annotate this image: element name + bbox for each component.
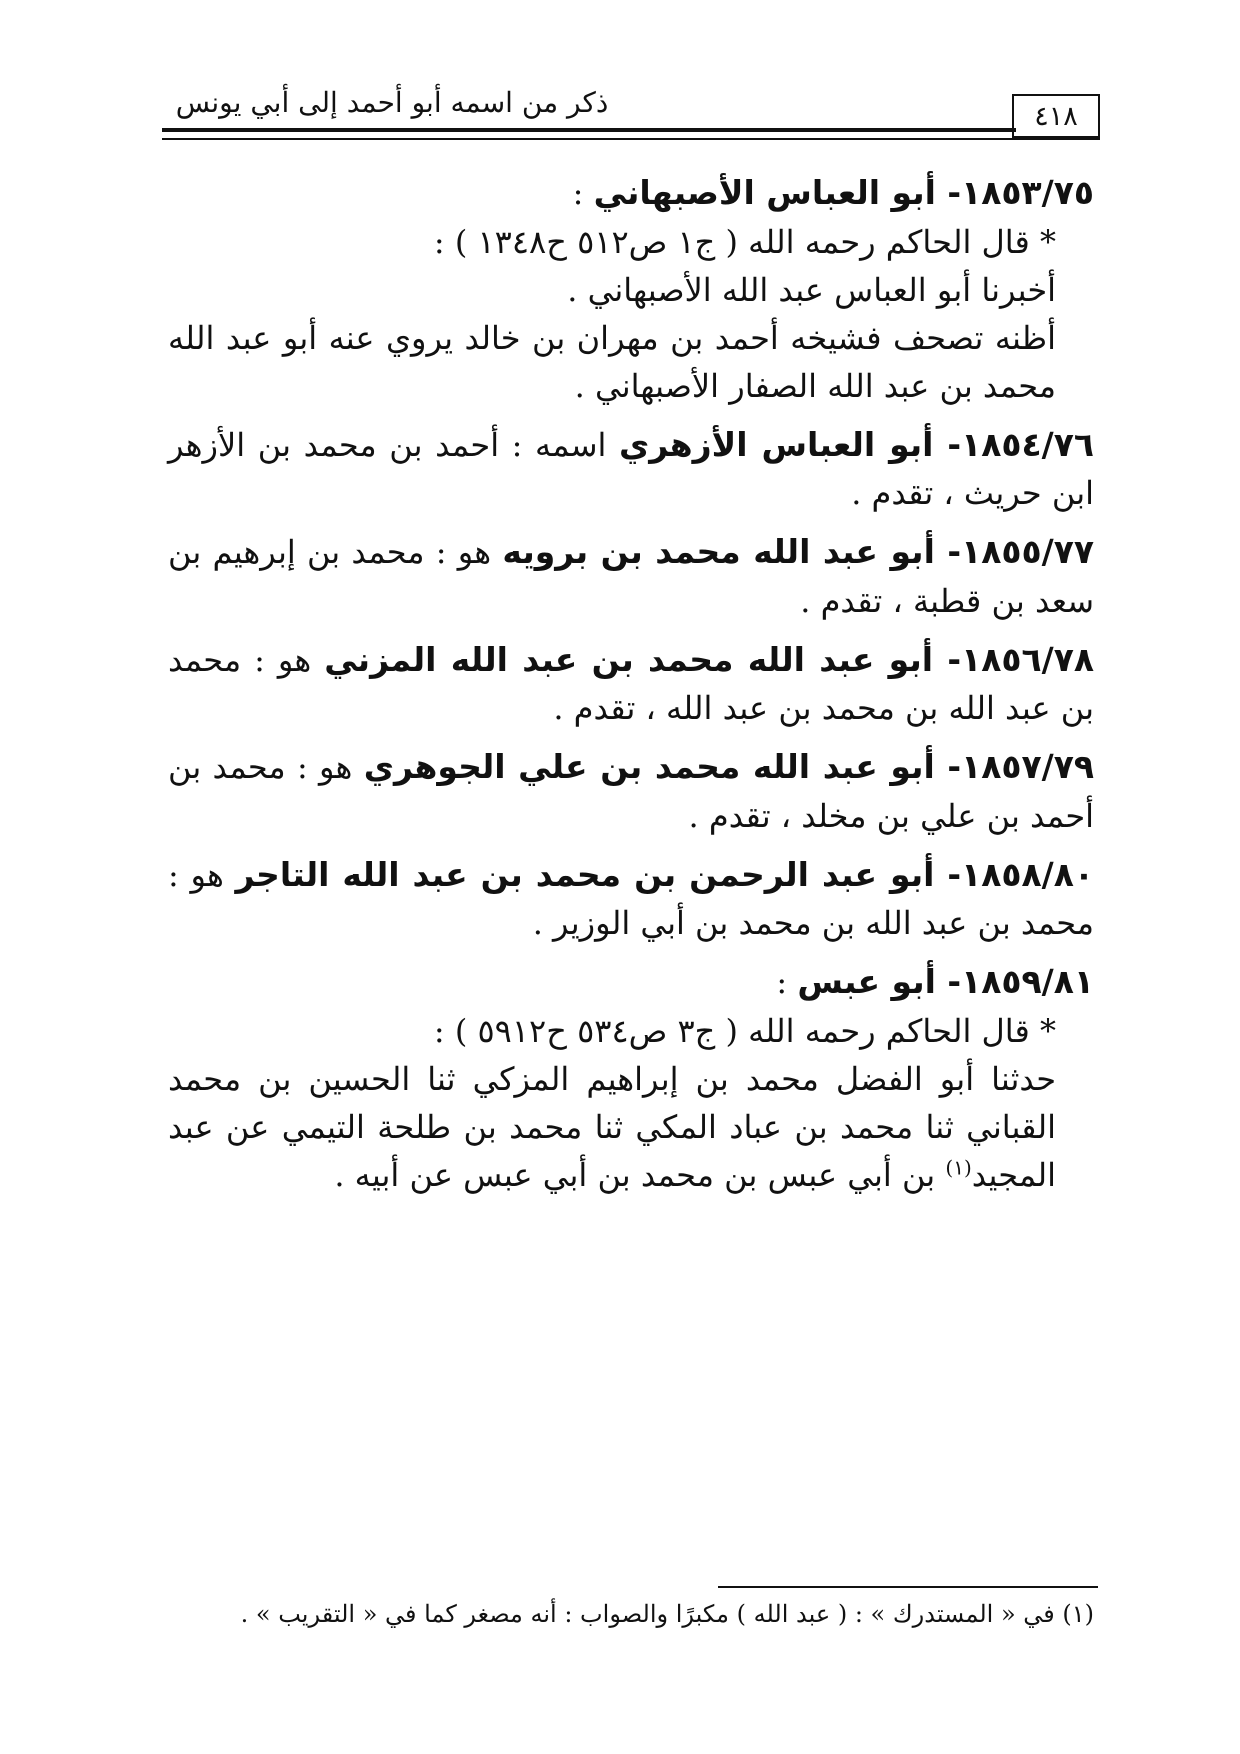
entry-1853	[168, 168, 1094, 410]
entry-title: أبو عبد الله محمد بن برويه	[502, 532, 935, 571]
entry-number: ١٨٥٧/٧٩	[961, 747, 1094, 786]
entry-tail: هو : محمد بن عبد الله بن محمد بن أبي الوزير .	[168, 855, 1094, 942]
page-number: ٤١٨	[1012, 94, 1100, 138]
entry-1854: ١٨٥٤/٧٦- أبو العباس الأزهري اسمه : أحمد بن محمد بن الأزهر ابن حريث ، تقدم .	[168, 424, 1095, 512]
source-citation: * قال الحاكم رحمه الله ( ج٣ ص٥٣٤ ح٥٩١٢ ) :	[433, 1011, 1056, 1050]
entry-title: أبو عبد الله محمد بن عبد الله المزني	[324, 639, 934, 679]
entry-tail: اسمه : أحمد بن محمد بن الأزهر ابن حريث ، تقدم .	[168, 425, 1094, 512]
footnote-marker: (١)	[945, 1154, 972, 1179]
entry-number: ١٨٥٣/٧٥	[961, 173, 1094, 212]
entry-tail: :	[572, 174, 594, 212]
entry-1855: ١٨٥٥/٧٧- أبو عبد الله محمد بن برويه هو : محمد بن إبرهيم بن سعد بن قطبة ، تقدم .	[168, 532, 1095, 620]
header-rule-thin	[162, 138, 1100, 140]
entry-tail: هو : محمد بن عبد الله بن محمد بن عبد الله ، تقدم .	[168, 640, 1094, 727]
entry-title: أبو عبس	[797, 962, 936, 1001]
source-citation: * قال الحاكم رحمه الله ( ج١ ص٥١٢ ح١٣٤٨ ) :	[433, 222, 1056, 261]
entry-tail: هو : محمد بن إبرهيم بن سعد بن قطبة ، تقدم .	[168, 533, 1094, 620]
header-rule-thick	[162, 128, 1016, 132]
entry-number: ١٨٥٨/٨٠	[961, 854, 1095, 894]
entry-title: أبو عبد الرحمن بن محمد بن عبد الله التاجر	[235, 854, 935, 894]
entry-tail: :	[776, 963, 798, 1001]
entry-1856: ١٨٥٦/٧٨- أبو عبد الله محمد بن عبد الله المزني هو : محمد بن عبد الله بن محمد بن عبد الله ، تقدم .	[168, 639, 1095, 727]
isnad-text: حدثنا أبو الفضل محمد بن إبراهيم المزكي ثنا الحسين بن محمد القباني ثنا محمد بن عباد المكي ثنا محمد بن طلحة التيمي عن عبد المجيد	[168, 1059, 1057, 1194]
entry-number: ١٨٥٦/٧٨	[961, 639, 1095, 679]
running-title: ذكر من اسمه أبو أحمد إلى أبي يونس	[175, 86, 609, 119]
entry-1858: ١٨٥٨/٨٠- أبو عبد الرحمن بن محمد بن عبد الله التاجر هو : محمد بن عبد الله بن محمد بن أبي الوزير .	[168, 854, 1095, 942]
entry-1859	[168, 957, 1094, 1199]
page-header	[162, 78, 1100, 150]
entry-heading: ١٨٥٣/٧٥- أبو العباس الأصبهاني :	[572, 173, 1094, 212]
quote-line: أخبرنا أبو العباس عبد الله الأصبهاني .	[567, 270, 1056, 309]
entry-title: أبو العباس الأزهري	[619, 424, 934, 464]
entry-number: ١٨٥٤/٧٦	[961, 424, 1095, 464]
entry-heading: ١٨٥٩/٨١- أبو عبس :	[776, 962, 1094, 1001]
entry-title: أبو العباس الأصبهاني	[593, 173, 936, 212]
entry-1857: ١٨٥٧/٧٩- أبو عبد الله محمد بن علي الجوهري هو : محمد بن أحمد بن علي بن مخلد ، تقدم .	[168, 747, 1094, 835]
main-text	[168, 168, 1094, 1209]
isnad-text-end: بن أبي عبس بن محمد بن أبي عبس عن أبيه .	[334, 1155, 946, 1194]
footnote-rule	[718, 1586, 1098, 1588]
entry-tail: هو : محمد بن أحمد بن علي بن مخلد ، تقدم .	[168, 748, 1094, 835]
footnote: (١) في « المستدرك » : ( عبد الله ) مكبرًا والصواب : أنه مصغر كما في « التقريب » .	[240, 1600, 1094, 1628]
entry-number: ١٨٥٥/٧٧	[961, 532, 1095, 571]
entry-number: ١٨٥٩/٨١	[961, 962, 1094, 1001]
entry-title: أبو عبد الله محمد بن علي الجوهري	[363, 747, 935, 786]
isnad-paragraph	[168, 1055, 1094, 1199]
comment-paragraph: أظنه تصحف فشيخه أحمد بن مهران بن خالد يروي عنه أبو عبد الله محمد بن عبد الله الصفار الأصبهاني .	[168, 318, 1056, 405]
